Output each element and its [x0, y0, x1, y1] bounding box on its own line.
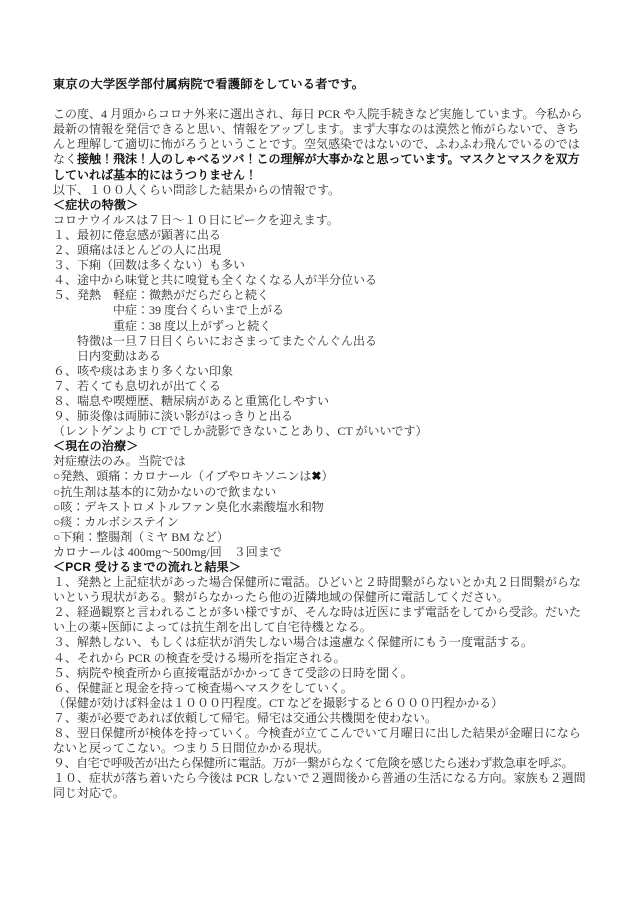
text-line: [53, 485, 600, 500]
text-line: [53, 711, 600, 726]
body-text: ○痰：カルボシステイン: [53, 514, 179, 529]
body-text: 同じ対応で。: [53, 786, 125, 801]
text-line: [53, 152, 600, 167]
text-line: [53, 107, 600, 122]
body-text: ４、途中から味覚と共に嗅覚も全くなくなる人が半分位いる: [53, 273, 378, 288]
text-line: [53, 454, 600, 469]
emphasized-text: ＜PCR 受けるまでの流れと結果＞: [53, 560, 242, 574]
body-text: ○下痢：整腸剤（ミヤ BM など）: [53, 529, 229, 544]
section-heading: [53, 439, 600, 454]
text-line: [53, 394, 600, 409]
text-line: [53, 666, 600, 681]
text-line: [53, 696, 600, 711]
body-text: ○抗生剤は基本的に効かないので飲まない: [53, 484, 277, 499]
text-line: [53, 122, 600, 137]
text-line: [53, 756, 600, 771]
body-text: カロナールは 400mg～500mg/回 ３回まで: [53, 544, 282, 559]
body-text: い上の薬+医師によっては抗生剤を出して自宅待機となる。: [53, 620, 372, 635]
body-text: ４、それから PCR の検査を受ける場所を指定される。: [53, 650, 346, 665]
text-line: [53, 409, 600, 424]
body-text: んと理解して適切に怖がろうということです。空気感染ではないので、ふわふわ飛んでいるのでは: [53, 137, 580, 152]
text-line: [53, 771, 600, 786]
text-line: [53, 183, 600, 198]
text-line: [53, 545, 600, 560]
text-line: [53, 228, 600, 243]
text-line: [53, 379, 600, 394]
body-text: 中症：39 度台くらいまで上がる: [53, 303, 285, 318]
text-line: [53, 786, 600, 801]
body-text: ２、経過観察と言われることが多い様ですが、そんな時は近医にまず電話をしてから受診。だいた: [53, 605, 582, 620]
section-heading: [53, 198, 600, 213]
text-line: [53, 575, 600, 590]
text-line: [53, 469, 600, 484]
body-text: ８、翌日保健所が検体を持っていく。今検査が立てこんでいて月曜日に出した結果が金曜日になら: [53, 726, 581, 741]
blank-line: [53, 92, 600, 107]
text-line: [53, 681, 600, 696]
emphasized-text: 接触！飛沫！人のしゃべるツバ！この理解が大事かなと思っています。マスクとマスクを双方: [77, 152, 580, 167]
body-text: ）: [321, 469, 334, 484]
body-text: 以下、１００人くらい問診した結果からの情報です。: [53, 182, 341, 197]
emphasized-text: ＜症状の特徴＞: [53, 197, 139, 212]
text-line: [53, 590, 600, 605]
text-line: [53, 424, 600, 439]
text-line: [53, 726, 600, 741]
body-text: ９、肺炎像は両肺に淡い影がはっきりと出る: [53, 409, 294, 424]
emphasized-text: していれば基本的にはうつりません！: [53, 167, 258, 182]
text-line: [53, 605, 600, 620]
body-text: １０、症状が落ち着いたら今後は PCR しないで２週間後から普通の生活になる方向。家族も２週間: [53, 771, 586, 786]
text-line: [53, 349, 600, 364]
text-line: [53, 500, 600, 515]
text-line: [53, 168, 600, 183]
text-line: [53, 273, 600, 288]
text-line: [53, 334, 600, 349]
body-text: 特徴は一旦７日目くらいにおさまってまたぐんぐん出る: [53, 333, 378, 348]
body-text: ７、若くても息切れが出てくる: [53, 378, 222, 393]
text-line: [53, 364, 600, 379]
document-body: [53, 92, 600, 801]
body-text: ５、発熱 軽症：微熱がだらだらと続く: [53, 288, 270, 303]
body-text: ６、保健証と現金を持って検査場へマスクをしていく。: [53, 680, 353, 695]
body-text: ○咳：デキストロメトルファン臭化水素酸塩水和物: [53, 499, 324, 514]
text-line: [53, 319, 600, 334]
text-line: [53, 137, 600, 152]
body-text: ６、咳や痰はあまり多くない印象: [53, 363, 234, 378]
body-text: （保健が効けば料金は１０００円程度。CT などを撮影すると６０００円程かかる）: [53, 695, 504, 710]
text-line: [53, 530, 600, 545]
text-line: [53, 258, 600, 273]
body-text: ３、解熱しない、もしくは症状が消失しない場合は遠慮なく保健所にもう一度電話する。: [53, 635, 534, 650]
body-text: ９、自宅で呼吸苦が出たら保健所に電話。万が一繋がらなくて危険を感じたら迷わず救急車を呼ぶ。: [53, 756, 573, 771]
body-text: １、最初に倦怠感が顕著に出る: [53, 227, 222, 242]
body-text: ないと戻ってこない。つまり５日間位かかる現状。: [53, 741, 330, 756]
body-text: ３、下痢（回数は多くない）も多い: [53, 258, 246, 273]
body-text: 対症療法のみ。当院では: [53, 454, 186, 469]
text-line: [53, 303, 600, 318]
body-text: ７、薬が必要であれば依頼して帰宅。帰宅は交通公共機関を使わない。: [53, 710, 438, 725]
body-text: この度、4 月頭からコロナ外来に選出され、毎日 PCR や入院手続きなど実施しています。今私から: [53, 107, 583, 122]
text-line: [53, 515, 600, 530]
body-text: ８、喘息や喫煙歴、糖尿病があると重篤化しやすい: [53, 393, 330, 408]
body-text: なく: [53, 152, 78, 167]
text-line: [53, 620, 600, 635]
emphasized-text: ＜現在の治療＞: [53, 439, 139, 454]
text-line: [53, 635, 600, 650]
body-text: ５、病院や検査所から直接電話がかかってきて受診の日時を聞く。: [53, 665, 413, 680]
text-line: [53, 741, 600, 756]
document-title: 東京の大学医学部付属病院で看護師をしている者です。: [53, 77, 365, 91]
section-heading: [53, 560, 600, 575]
text-line: [53, 651, 600, 666]
body-text: コロナウイルスは７日～１０日にピークを迎えます。: [53, 212, 339, 227]
body-text: 日内変動はある: [53, 348, 162, 363]
body-text: いという現状がある。繋がらなかったら他の近隣地域の保健所に電話してください。: [53, 590, 510, 605]
body-text: ○発熱、頭痛：カロナール（イブやロキソニンは: [53, 469, 312, 484]
text-line: [53, 213, 600, 228]
emphasized-text: ✖: [311, 469, 322, 484]
text-line: [53, 243, 600, 258]
body-text: ２、頭痛はほとんどの人に出現: [53, 243, 222, 258]
body-text: 重症：38 度以上がずっと続く: [53, 318, 272, 333]
body-text: （レントゲンより CT でしか読影できないことあり、CT がいいです）: [53, 424, 428, 439]
text-line: [53, 288, 600, 303]
body-text: １、発熱と上記症状があった場合保健所に電話。ひどいと２時間繋がらないとか丸２日間繋がらな: [53, 575, 581, 590]
body-text: 最新の情報を発信できると思い、情報をアップします。まず大事なのは漠然と怖がらないで、きち: [53, 122, 579, 137]
